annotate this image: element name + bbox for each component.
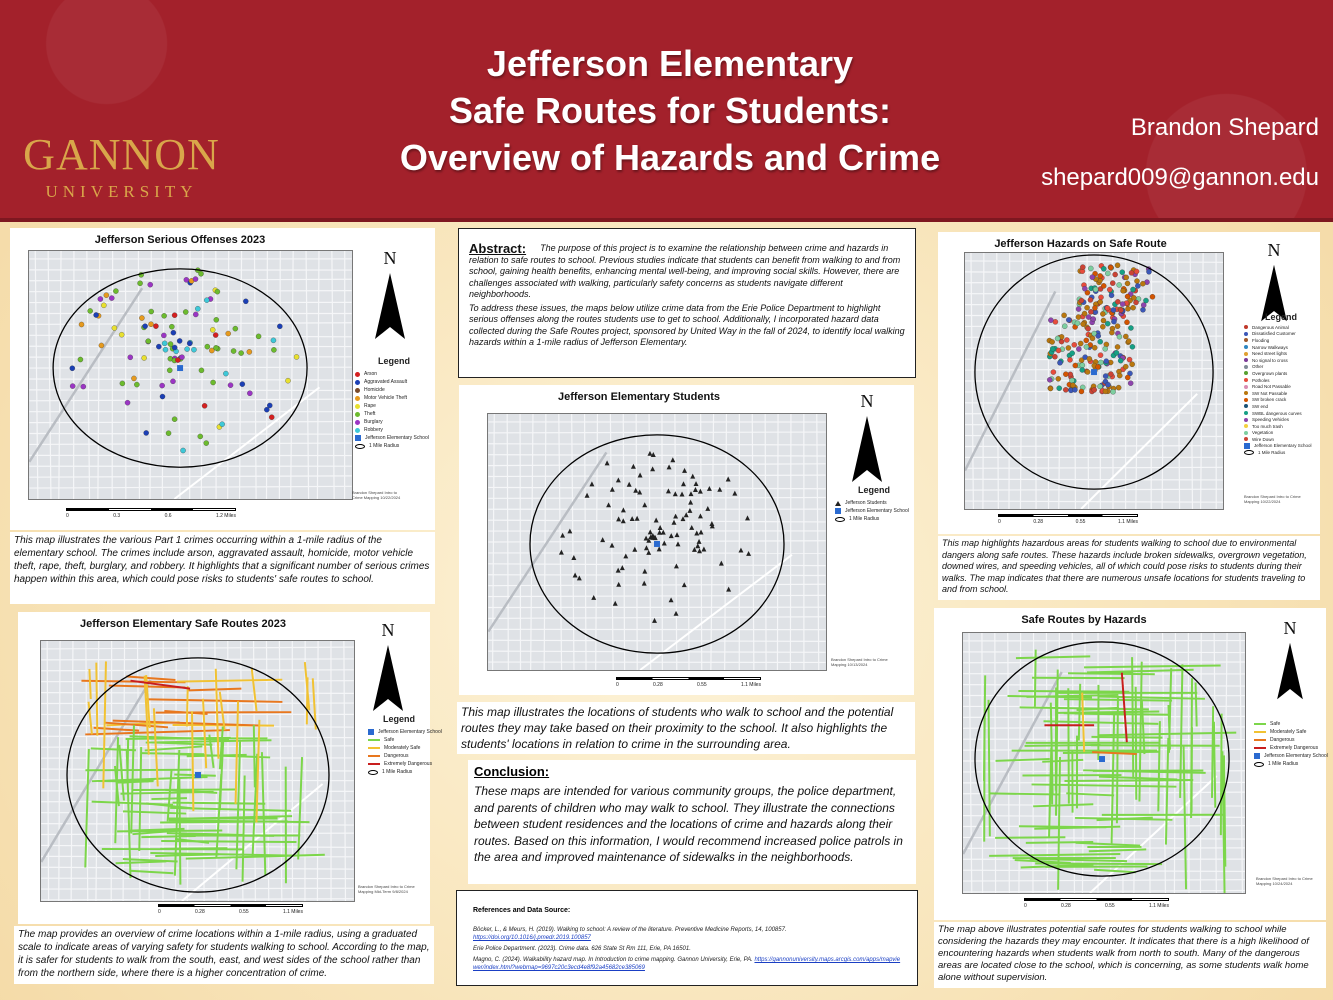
legend-title: Legend [377, 356, 410, 366]
legend-item: Vegetation [1244, 430, 1318, 437]
legend-item: Potholes [1244, 377, 1318, 384]
hazards-map-svg [965, 253, 1223, 509]
map-title: Jefferson Elementary Safe Routes 2023 [79, 618, 287, 630]
legend-item: Dissatisfied Customer [1244, 331, 1318, 338]
legend-item: SW end [1244, 403, 1318, 410]
title-line-1: Jefferson Elementary [486, 43, 854, 84]
legend-item: SW Not Passable [1244, 390, 1318, 397]
logo-name: GANNON [23, 130, 220, 179]
logo-subtitle: UNIVERSITY [45, 182, 198, 201]
reference-item: Böcker, L., & Meurs, H. (2019). Walking to school: A review of the literature. Preventive Medicine Reports, 14, 100857. https://doi.org/10.1016/j.pmedr.2019.100857 [473, 927, 787, 941]
gannon-logo [14, 132, 229, 202]
legend-item: Too much trash [1244, 423, 1318, 430]
author-email: shepard009@gannon.edu [1041, 164, 1319, 191]
map-credit: Brandon Shepard Intro to Crime Mapping 10/22/2024 [352, 490, 401, 500]
map-credit: Brandon Shepard Intro to Crime Mapping 10/24/2024 [1256, 876, 1313, 886]
legend-item: Theft [355, 410, 433, 418]
map-title: Jefferson Hazards on Safe Route [994, 238, 1167, 250]
offenses-map-panel [10, 228, 435, 530]
reference-item: Erie Police Department. (2023). Crime data. 626 State St Rm 111, Erie, PA 16501. [473, 946, 691, 952]
legend-item: Jefferson Students [835, 499, 913, 507]
conclusion-body: These maps are intended for various community groups, the police department, and parents of children who may walk to school. They illustrate the connections between student residences and the locations of crime and hazards along their routes. Based on this information, I would recommend increased police patrols in the area and improved maintenance of sidewalks in the neighborhoods. [474, 784, 903, 864]
legend-item: 1 Mile Radius [1254, 760, 1324, 768]
legend-item: Safe [1254, 720, 1324, 728]
legend-item: Road Not Passable [1244, 383, 1318, 390]
legend-item: Speeding Vehicles [1244, 416, 1318, 423]
offenses-caption: This map illustrates the various Part 1 crimes occurring within a 1-mile radius of the elementary school. The crimes include arson, aggravated assault, homicide, motor vehicle theft, rape, theft, burglary, and robbery. It highlights that a significant number of serious crimes happen within this area, which could pose risks to students' safe routes to school. [10, 532, 435, 604]
legend-item: Motor Vehicle Theft [355, 394, 433, 402]
poster-title [330, 40, 1010, 181]
legend-item: Jefferson Elementary School [835, 507, 913, 515]
legend-item: No signal to cross [1244, 357, 1318, 364]
byhazards-legend [1254, 720, 1328, 768]
scale-bar: 0 0.28 0.55 1.1 Miles [998, 514, 1138, 525]
references-box [456, 890, 918, 986]
legend-item: Homicide [355, 386, 433, 394]
legend-item: Wire Down [1244, 436, 1318, 443]
legend-item: Dangerous Animal [1244, 324, 1318, 331]
legend-item: Jefferson Elementary School [1244, 443, 1318, 450]
byhazards-caption: The map above illustrates potential safe routes for students walking to school while considering the hazards they may encounter. It indicates that there is a high likelihood of encountering hazards when students walk from north to south. Many of the dangerous areas are located close to the school, which is concerning, as some students walk home alone without supervision. [934, 922, 1326, 988]
legend-item: Aggravated Assault [355, 378, 433, 386]
routes-caption: The map provides an overview of crime locations within a 1-mile radius, using a graduated scale to indicate areas of varying safety for students walking to school. According to the map, it is safer for students to walk from the south, east, and west sides of the school rather than from the northern side, where there is a higher concentration of crime. [14, 926, 434, 984]
legend-item: Need street lights [1244, 350, 1318, 357]
hazards-map-panel [938, 232, 1320, 534]
north-arrow-icon [371, 643, 405, 713]
map-title: Safe Routes by Hazards [1021, 614, 1147, 626]
legend-item: Safe [368, 736, 430, 744]
reference-link[interactable]: https://doi.org/10.1016/j.pmedr.2019.100857 [473, 935, 591, 941]
students-caption: This map illustrates the locations of students who walk to school and the potential routes they may take based on their proximity to the school. It also highlights the students' locations in relation to crime in the surrounding area. [457, 702, 915, 754]
legend-item: Moderately Safe [368, 744, 430, 752]
legend-item: Extremely Dangerous [1254, 744, 1324, 752]
students-map-panel [459, 385, 914, 695]
title-line-3: Overview of Hazards and Crime [399, 137, 941, 178]
byhazards-map-svg [963, 633, 1245, 893]
abstract-p1: Abstract: The purpose of this project is to examine the relationship between crime and hazards in relation to safe routes to school. Previous studies indicate that students can benefit from walking to and from school, gaining health benefits, enhancing mental well-being, and improving social skills. However, there are challenges associated with walking, particularly safety concerns as students navigate different neighborhoods. [469, 241, 901, 299]
legend-item: Other [1244, 364, 1318, 371]
byhazards-map-panel [934, 608, 1326, 920]
students-legend [835, 485, 913, 523]
north-arrow: N [368, 620, 408, 713]
legend-item: 1 Mile Radius [368, 768, 430, 776]
offenses-map [28, 250, 353, 500]
offenses-map-svg [29, 251, 352, 499]
scale-bar: 0 0.28 0.55 1.1 Miles [616, 677, 761, 688]
legend-item: Moderately Safe [1254, 728, 1324, 736]
legend-item: Jefferson Elementary School [1254, 752, 1324, 760]
abstract-p2: To address these issues, the maps below utilize crime data from the Erie Police Department to highlight serious offenses along the routes students use to get to school. Additionally, I incorporated hazard data collected during the Safe Routes project, sponsored by United Way in the fall of 2024, to identify local walking hazards within a 1-mile radius of Jefferson Elementary. [469, 302, 905, 347]
legend-item: Robbery [355, 426, 433, 434]
hazards-map [964, 252, 1224, 510]
legend-item: Overgrown plants [1244, 370, 1318, 377]
map-credit: Brandon Shepard Intro to Crime Mapping 10/13/2024 [831, 657, 888, 667]
legend-title: Legend [382, 714, 415, 724]
north-arrow: N [1254, 240, 1294, 323]
reference-item: Magno, C. (2024). Walkability hazard map. In Introduction to crime mapping. Gannon University, Erie, PA. https://gannonuniversity.maps.arcgis.com/apps/mapviewer/index.html?webmap=9697c20c3ecd4e8f92a45682ce385069 [473, 957, 901, 971]
legend-item: Dangerous [368, 752, 430, 760]
routes-map [40, 640, 355, 902]
conclusion-panel [468, 760, 916, 884]
north-arrow: N [1270, 618, 1310, 701]
north-arrow: N [370, 248, 410, 341]
hazards-legend [1244, 312, 1318, 456]
legend-item: SWBL dangerous curves [1244, 410, 1318, 417]
hazards-caption: This map highlights hazardous areas for students walking to school due to environmental dangers along safe routes. These hazards include broken sidewalks, overgrown vegetation, downed wires, and speeding vehicles, all of which could pose risks to students during their walks. The map indicates that there are numerous unsafe locations for students traveling to and from school. [938, 536, 1320, 600]
legend-item: Burglary [355, 418, 433, 426]
north-arrow-icon [373, 271, 407, 341]
legend-item: SW broken crack [1244, 397, 1318, 404]
routes-map-svg [41, 641, 354, 901]
students-map [487, 413, 827, 671]
legend-item: 1 Mile Radius [355, 442, 433, 450]
legend-item: Extremely Dangerous [368, 760, 430, 768]
scale-bar: 0 0.28 0.55 1.1 Miles [1024, 898, 1169, 909]
students-map-svg [488, 414, 826, 670]
legend-item: Narrow Walkways [1244, 344, 1318, 351]
north-arrow-icon [1273, 641, 1307, 701]
title-line-2: Safe Routes for Students: [448, 90, 892, 131]
reference-link[interactable]: https://gannonuniversity.maps.arcgis.com/apps/mapviewer/index.html?webmap=9697c20c3ecd4e8f92a45682ce385069 [473, 957, 901, 971]
map-title: Jefferson Elementary Students [558, 391, 720, 403]
legend-item: Flooding [1244, 337, 1318, 344]
routes-legend [368, 714, 442, 776]
legend-item: 1 Mile Radius [1244, 449, 1318, 456]
offenses-legend [355, 356, 433, 450]
legend-item: Jefferson Elementary School [368, 728, 430, 736]
map-credit: Brandon Shepard Intro to Crime Mapping Mid-Term 9/8/2024 [358, 884, 415, 894]
scale-bar: 0 0.28 0.55 1.1 Miles [158, 904, 303, 915]
north-arrow-icon [850, 414, 884, 484]
legend-title: Legend [1264, 312, 1297, 322]
legend-item: 1 Mile Radius [835, 515, 913, 523]
author-name: Brandon Shepard [1130, 114, 1319, 141]
conclusion-heading: Conclusion: [474, 764, 550, 779]
north-arrow: N [847, 391, 887, 484]
legend-title: Legend [857, 485, 890, 495]
byhazards-map [962, 632, 1246, 894]
references-heading: References and Data Source: [473, 907, 571, 914]
legend-item: Rape [355, 402, 433, 410]
map-credit: Brandon Shepard Intro to Crime Mapping 10/22/2024 [1244, 494, 1301, 504]
abstract-box [458, 228, 916, 378]
legend-item: Dangerous [1254, 736, 1324, 744]
map-title: Jefferson Serious Offenses 2023 [94, 234, 266, 246]
routes-map-panel [18, 612, 442, 924]
poster-header [0, 0, 1333, 222]
legend-item: Jefferson Elementary School [355, 434, 433, 442]
author-block [1041, 112, 1319, 194]
abstract-heading: Abstract: [469, 241, 527, 256]
legend-item: Arson [355, 370, 433, 378]
scale-bar: 0 0.3 0.6 1.2 Miles [66, 508, 236, 519]
